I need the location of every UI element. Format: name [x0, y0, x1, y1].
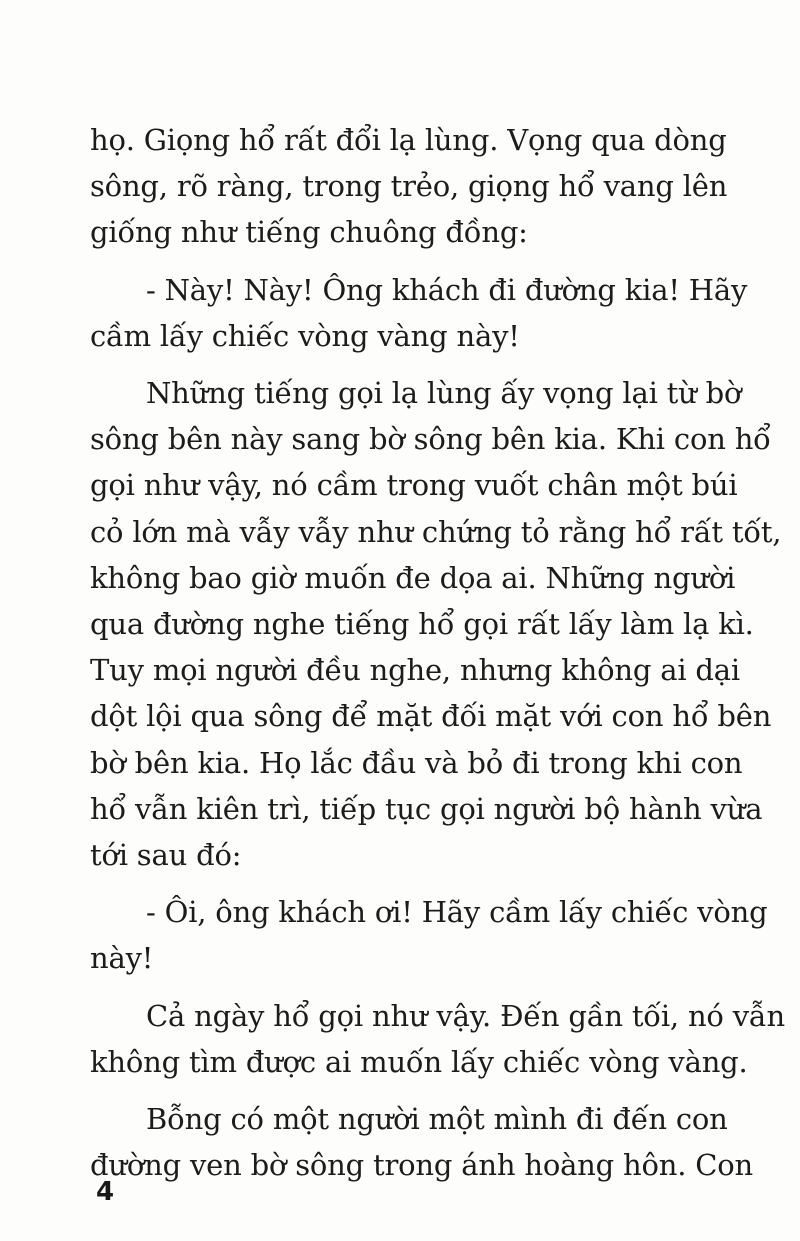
text-line: hổ vẫn kiên trì, tiếp tục gọi người bộ hành vừa	[90, 791, 763, 826]
paragraph-1	[90, 117, 726, 256]
page-body	[90, 117, 785, 1188]
text-line: đường ven bờ sông trong ánh hoàng hôn. Con	[90, 1148, 754, 1183]
paragraph-5	[90, 993, 785, 1085]
text-line: - Ôi, ông khách ơi! Hãy cầm lấy chiếc vòng	[146, 895, 768, 930]
text-line: bờ bên kia. Họ lắc đầu và bỏ đi trong khi con	[90, 745, 743, 780]
text-line: Cả ngày hổ gọi như vậy. Đến gần tối, nó vẫn	[146, 998, 785, 1033]
text-line: sông, rõ ràng, trong trẻo, giọng hổ vang lên	[90, 169, 728, 204]
paragraph-2	[90, 267, 748, 359]
text-line: họ. Giọng hổ rất đổi lạ lùng. Vọng qua dòng	[90, 123, 727, 157]
text-line: tới sau đó:	[90, 838, 242, 873]
text-line: cỏ lớn mà vẫy vẫy như chứng tỏ rằng hổ rất tốt,	[90, 514, 782, 549]
text-line: - Này! Này! Ông khách đi đường kia! Hãy	[146, 272, 748, 307]
paragraph-6	[90, 1096, 754, 1188]
paragraph-4	[90, 889, 768, 981]
text-line: dột lội qua sông để mặt đối mặt với con hổ bên	[90, 699, 772, 734]
text-line: qua đường nghe tiếng hổ gọi rất lấy làm lạ kì.	[90, 607, 754, 642]
page-number: 4	[96, 1177, 115, 1207]
text-line: Bỗng có một người một mình đi đến con	[146, 1102, 728, 1137]
paragraph-3	[90, 370, 782, 878]
text-line: cầm lấy chiếc vòng vàng này!	[90, 318, 520, 353]
text-line: không bao giờ muốn đe dọa ai. Những người	[90, 560, 736, 595]
text-line: gọi như vậy, nó cầm trong vuốt chân một búi	[90, 468, 738, 503]
text-line: sông bên này sang bờ sông bên kia. Khi con hổ	[90, 422, 771, 457]
text-line: Tuy mọi người đều nghe, nhưng không ai dại	[90, 653, 740, 688]
text-line: này!	[90, 941, 154, 976]
text-line: giống như tiếng chuông đồng:	[90, 215, 528, 250]
text-line: không tìm được ai muốn lấy chiếc vòng vàng.	[90, 1044, 748, 1079]
text-line: Những tiếng gọi lạ lùng ấy vọng lại từ bờ	[146, 376, 742, 411]
